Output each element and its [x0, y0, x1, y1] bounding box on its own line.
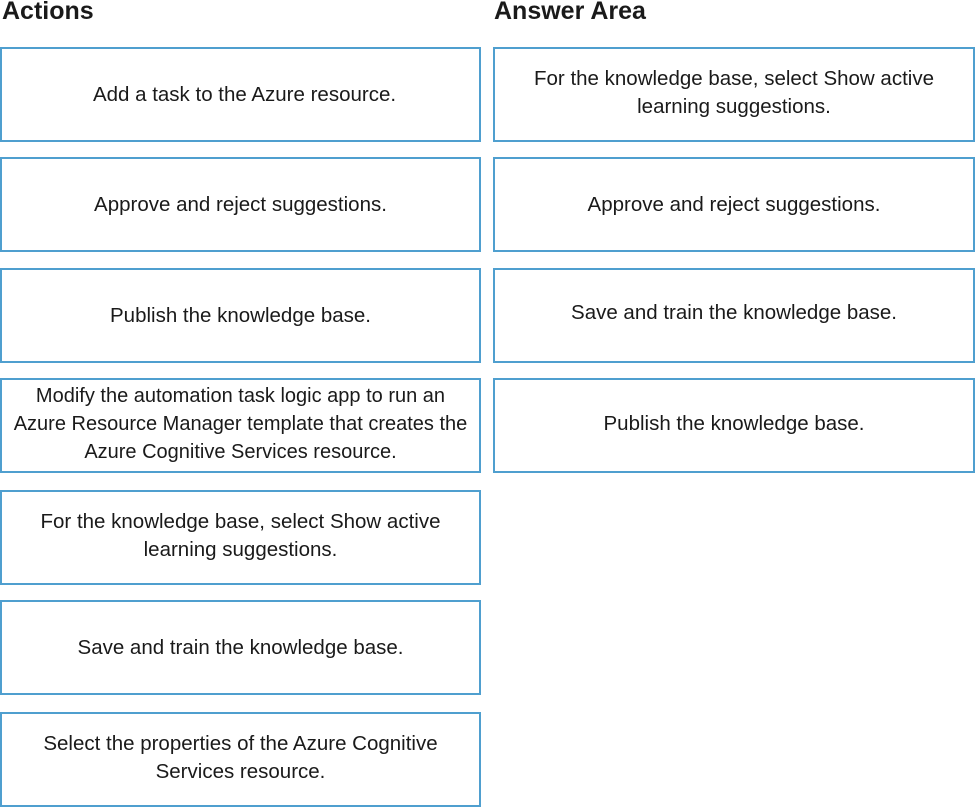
action-item[interactable] [0, 268, 481, 363]
answer-area-heading: Answer Area [494, 0, 646, 25]
answer-item[interactable] [493, 47, 975, 142]
action-item[interactable] [0, 47, 481, 142]
answer-item-label: Save and train the knowledge base. [571, 300, 897, 324]
action-item[interactable] [0, 157, 481, 252]
action-item[interactable] [0, 600, 481, 695]
action-item[interactable] [0, 712, 481, 807]
answer-item-label: Publish the knowledge base. [603, 411, 865, 435]
action-item-label: Approve and reject suggestions. [94, 192, 387, 216]
answer-item[interactable] [493, 378, 975, 473]
action-item-label: Add a task to the Azure resource. [92, 82, 397, 106]
answer-item[interactable] [493, 157, 975, 252]
actions-heading: Actions [2, 0, 94, 25]
action-item-label: Publish the knowledge base. [110, 303, 371, 327]
action-item[interactable] [0, 378, 481, 473]
action-item[interactable] [0, 490, 481, 585]
action-item-label: Save and train the knowledge base. [77, 635, 404, 659]
answer-item[interactable] [493, 268, 975, 363]
action-item-label: Modify the automation task logic app to run an Azure Resource Manager template that creates the Azure Cognitive Services resource. [13, 384, 468, 463]
action-item-label: For the knowledge base, select Show active learning suggestions. [40, 509, 441, 561]
action-item-label: Select the properties of the Azure Cognitive Services resource. [43, 731, 438, 783]
answer-item-label: Approve and reject suggestions. [587, 192, 881, 216]
answer-item-label: For the knowledge base, select Show active learning suggestions. [534, 66, 934, 118]
